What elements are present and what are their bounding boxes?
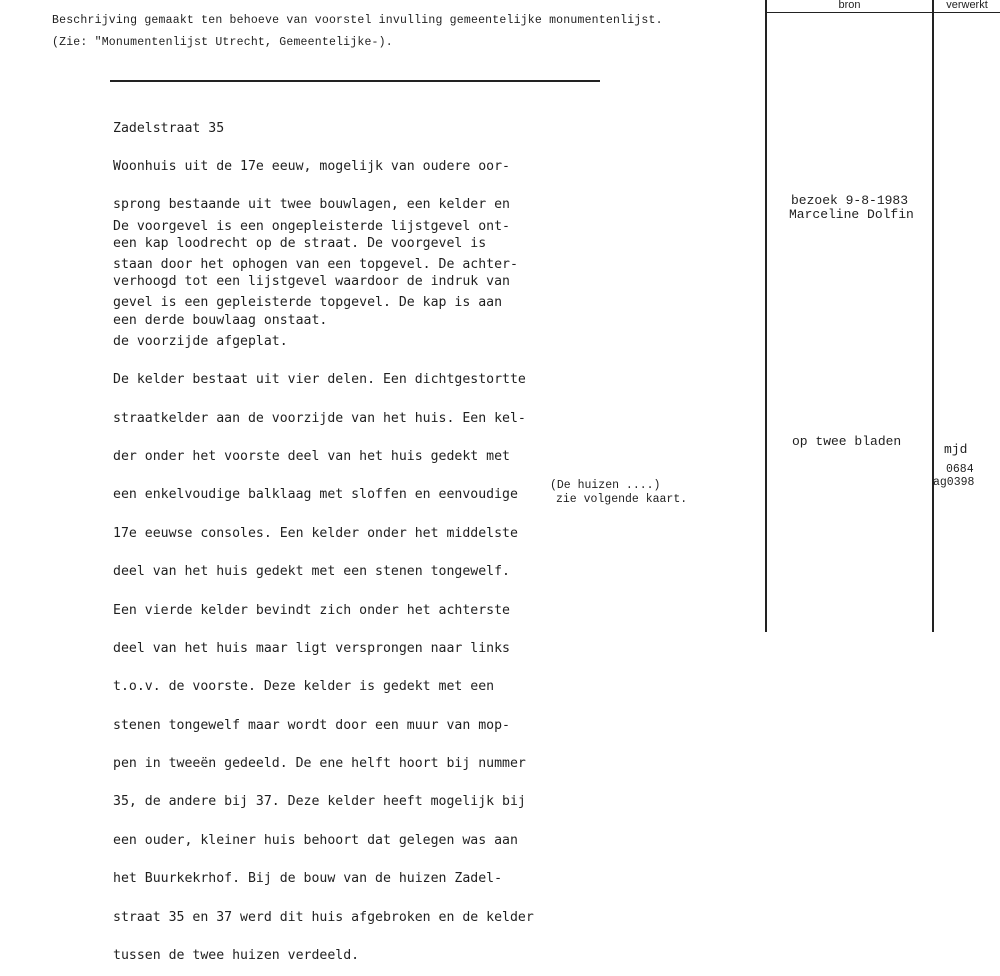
horizontal-rule bbox=[110, 80, 600, 82]
verwerkt-code-2: ag0398 bbox=[933, 476, 975, 489]
intro-line: sprong bestaande uit twee bouwlagen, een kelder en bbox=[113, 197, 510, 213]
verwerkt-initials: mjd bbox=[944, 442, 968, 457]
body-line: deel van het huis maar ligt versprongen naar links bbox=[113, 640, 510, 656]
body-line: gevel is een gepleisterde topgevel. De kap is aan bbox=[113, 295, 503, 311]
body-line: De voorgevel is een ongepleisterde lijstgevel ont- bbox=[113, 218, 510, 234]
body-line: straat 35 en 37 werd dit huis afgebroken en de kelder bbox=[113, 909, 534, 925]
body-line: pen in tweeën gedeeld. De ene helft hoort bij nummer bbox=[113, 756, 526, 772]
body-line: straatkelder aan de voorzijde van het huis. Een kel- bbox=[113, 410, 526, 426]
continuation-line-1: (De huizen ....) bbox=[550, 479, 661, 492]
body-line: de voorzijde afgeplat. bbox=[113, 333, 288, 349]
verwerkt-code-1: 0684 bbox=[946, 463, 974, 476]
intro-line: een kap loodrecht op de straat. De voorgevel is bbox=[113, 235, 487, 251]
intro-line: verhoogd tot een lijstgevel waardoor de indruk van bbox=[113, 274, 510, 290]
body-line: t.o.v. de voorste. Deze kelder is gedekt met een bbox=[113, 679, 495, 695]
body-line: staan door het ophogen van een topgevel. De achter- bbox=[113, 256, 518, 272]
column-header-rule bbox=[765, 12, 1000, 13]
body-line: De kelder bestaat uit vier delen. Een dichtgestortte bbox=[113, 372, 526, 388]
column-header-bron: bron bbox=[838, 0, 861, 11]
body-line: het Buurkekrhof. Bij de bouw van de huizen Zadel- bbox=[113, 871, 503, 887]
body-line: Een vierde kelder bevindt zich onder het achterste bbox=[113, 602, 510, 618]
bron-sheets-note: op twee bladen bbox=[792, 434, 902, 449]
intro-line: Woonhuis uit de 17e eeuw, mogelijk van oudere oor- bbox=[113, 158, 510, 174]
body-line: een enkelvoudige balklaag met sloffen en eenvoudige bbox=[113, 487, 518, 503]
intro-line: een derde bouwlaag onstaat. bbox=[113, 312, 328, 328]
column-divider-middle bbox=[932, 0, 934, 632]
body-line: tussen de twee huizen verdeeld. bbox=[113, 948, 360, 964]
body-block bbox=[113, 195, 534, 976]
header-line-2: (Zie: "Monumentenlijst Utrecht, Gemeentelijke-). bbox=[52, 36, 393, 49]
bron-visit-date: bezoek 9-8-1983 bbox=[791, 193, 909, 208]
body-line: 17e eeuwse consoles. Een kelder onder het middelste bbox=[113, 525, 518, 541]
continuation-line-2: zie volgende kaart. bbox=[556, 493, 688, 506]
body-line: 35, de andere bij 37. Deze kelder heeft mogelijk bij bbox=[113, 794, 526, 810]
column-divider-left bbox=[765, 0, 767, 632]
body-line: deel van het huis gedekt met een stenen tongewelf. bbox=[113, 564, 510, 580]
body-line: stenen tongewelf maar wordt door een muur van mop- bbox=[113, 717, 510, 733]
bron-visitor-name: Marceline Dolfin bbox=[789, 207, 914, 222]
header-line-1: Beschrijving gemaakt ten behoeve van voorstel invulling gemeentelijke monumentenlijst. bbox=[52, 14, 663, 27]
body-line: een ouder, kleiner huis behoort dat gelegen was aan bbox=[113, 832, 518, 848]
intro-line: Zadelstraat 35 bbox=[113, 120, 225, 136]
body-line: der onder het voorste deel van het huis gedekt met bbox=[113, 448, 510, 464]
column-header-verwerkt: verwerkt bbox=[946, 0, 988, 11]
